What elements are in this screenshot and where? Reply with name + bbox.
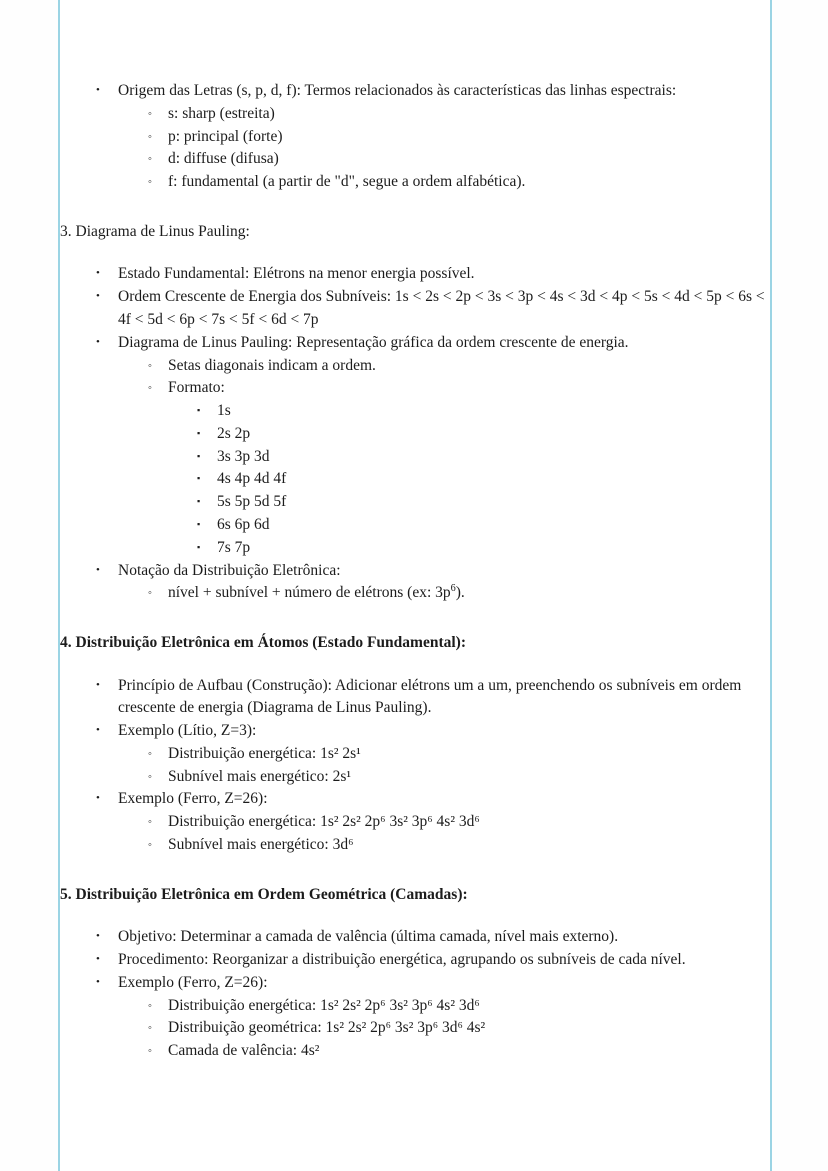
bullet-circle-icon: ◦ — [148, 1022, 152, 1035]
bullet-square-icon: ▪ — [197, 541, 201, 552]
list-origem-letras-sub — [118, 103, 770, 194]
geo-geometrica-label: Distribuição geométrica: — [168, 1019, 326, 1037]
spacer — [60, 906, 770, 926]
bullet-square-icon: ▪ — [197, 405, 201, 416]
origem-item-label: f: fundamental (a partir de "d", segue a ordem alfabética). — [168, 173, 526, 191]
formato-row: 1s — [217, 402, 231, 420]
formato-row: 2s 2p — [217, 424, 251, 442]
geo-energetica-label: Distribuição energética: — [168, 996, 321, 1014]
bullet-circle-icon: ◦ — [148, 130, 152, 143]
exemplo-ferro-label: Exemplo (Ferro, Z=26): — [118, 790, 268, 808]
bullet-square-icon: ▪ — [197, 450, 201, 461]
list-item — [197, 537, 770, 560]
list-item — [96, 788, 770, 856]
list-item — [96, 263, 770, 286]
list-item — [148, 355, 770, 378]
notacao-formula-pre: nível + subnível + número de elétrons (ex: 3p — [168, 584, 451, 602]
list-item — [148, 1017, 770, 1040]
setas-diagonais-text: Setas diagonais indicam a ordem. — [168, 356, 376, 374]
geo-camada-label: Camada de valência: — [168, 1042, 301, 1060]
bullet-disc-icon: • — [96, 792, 100, 805]
geo-geometrica-value: 1s² 2s² 2p⁶ 3s² 3p⁶ 3d⁶ 4s² — [325, 1019, 486, 1037]
list-item — [148, 995, 770, 1018]
bullet-disc-icon: • — [96, 975, 100, 988]
bullet-square-icon: ▪ — [197, 427, 201, 438]
objetivo-text: Objetivo: Determinar a camada de valência (última camada, nível mais externo). — [118, 928, 619, 946]
bullet-circle-icon: ◦ — [148, 999, 152, 1012]
list-item — [96, 926, 770, 949]
list-item — [148, 1040, 770, 1063]
section-heading-4: 4. Distribuição Eletrônica em Átomos (Estado Fundamental): — [60, 634, 466, 652]
list-item — [197, 491, 770, 514]
list-item — [148, 126, 770, 149]
list-item — [197, 446, 770, 469]
diagrama-pauling-text: Diagrama de Linus Pauling: Representação gráfica da ordem crescente de energia. — [118, 333, 629, 351]
spacer — [60, 655, 770, 675]
list-item — [197, 468, 770, 491]
list-item — [148, 834, 770, 857]
litio-energetica-label: Distribuição energética: — [168, 744, 321, 762]
list-item — [148, 811, 770, 834]
spacer — [60, 857, 770, 884]
list-item — [96, 949, 770, 972]
procedimento-text: Procedimento: Reorganizar a distribuição energética, agrupando os subníveis de cada nível. — [118, 951, 686, 969]
principio-aufbau-text: Princípio de Aufbau (Construção): Adicionar elétrons um a um, preenchendo os subníveis em ordem crescente de energia (Diagrama de Linus Pauling). — [118, 676, 742, 717]
list-item — [96, 286, 770, 332]
formato-label: Formato: — [168, 379, 225, 397]
bullet-circle-icon: ◦ — [148, 587, 152, 600]
bullet-disc-icon: • — [96, 678, 100, 691]
list-item — [148, 766, 770, 789]
bullet-circle-icon: ◦ — [148, 107, 152, 120]
list-item — [197, 514, 770, 537]
list-item — [96, 972, 770, 1063]
list-formato-rows — [168, 400, 770, 559]
list-item — [197, 400, 770, 423]
notacao-formula-post: ). — [455, 584, 465, 602]
bullet-square-icon: ▪ — [197, 473, 201, 484]
ordem-crescente-energia-text: Ordem Crescente de Energia dos Subníveis: 1s < 2s < 2p < 3s < 3p < 4s < 3d < 4p < 5s < 4d < 5p < 6s < 4f < 5d < 6p < 7s < 5f < 6d < 7p — [118, 288, 765, 328]
bullet-circle-icon: ◦ — [148, 359, 152, 372]
spacer — [60, 605, 770, 632]
ferro-energetica-label: Distribuição energética: — [168, 813, 321, 831]
bullet-disc-icon: • — [96, 335, 100, 348]
bullet-disc-icon: • — [96, 930, 100, 943]
spacer — [60, 243, 770, 263]
list-item — [148, 582, 770, 605]
bullet-disc-icon: • — [96, 84, 100, 96]
list-notacao-sub — [118, 582, 770, 605]
bullet-circle-icon: ◦ — [148, 839, 152, 852]
list-exemplo-litio — [118, 743, 770, 789]
bullet-square-icon: ▪ — [197, 518, 201, 529]
list-item — [148, 171, 770, 194]
list-item — [96, 560, 770, 606]
bullet-disc-icon: • — [96, 953, 100, 966]
ferro-subnivel-value: 3d⁶ — [332, 836, 354, 854]
list-exemplo-ferro-geo — [118, 995, 770, 1063]
exemplo-litio-label: Exemplo (Lítio, Z=3): — [118, 722, 257, 740]
top-spacer — [60, 0, 770, 80]
bullet-disc-icon: • — [96, 290, 100, 303]
list-item — [148, 377, 770, 559]
bullet-circle-icon: ◦ — [148, 770, 152, 783]
bullet-circle-icon: ◦ — [148, 382, 152, 395]
bullet-circle-icon: ◦ — [148, 153, 152, 166]
spacer — [60, 194, 770, 221]
list-item — [148, 743, 770, 766]
list-section-4 — [60, 675, 770, 857]
formato-row: 5s 5p 5d 5f — [217, 493, 287, 511]
list-item — [96, 80, 770, 194]
list-item — [148, 148, 770, 171]
list-diagrama-sub — [118, 355, 770, 560]
bullet-circle-icon: ◦ — [148, 747, 152, 760]
list-item — [197, 423, 770, 446]
formato-row: 3s 3p 3d — [217, 447, 270, 465]
estado-fundamental-text: Estado Fundamental: Elétrons na menor energia possível. — [118, 265, 475, 283]
list-origem-letras — [60, 80, 770, 194]
list-item — [148, 103, 770, 126]
list-section-5 — [60, 926, 770, 1063]
list-exemplo-ferro — [118, 811, 770, 857]
geo-camada-value: 4s² — [300, 1042, 320, 1060]
formato-row: 4s 4p 4d 4f — [217, 470, 287, 488]
ferro-subnivel-label: Subnível mais energético: — [168, 836, 333, 854]
bullet-circle-icon: ◦ — [148, 176, 152, 189]
origem-item-label: s: sharp (estreita) — [168, 104, 275, 122]
list-item — [96, 332, 770, 560]
right-margin-rule — [770, 0, 772, 1171]
document-body — [60, 0, 770, 1171]
list-item — [96, 675, 770, 721]
formato-row: 7s 7p — [217, 538, 251, 556]
litio-energetica-value: 1s² 2s¹ — [320, 744, 361, 762]
geo-energetica-value: 1s² 2s² 2p⁶ 3s² 3p⁶ 4s² 3d⁶ — [320, 996, 480, 1014]
bullet-square-icon: ▪ — [197, 496, 201, 507]
origem-lead-text: Origem das Letras (s, p, d, f): Termos relacionados às características das linhas espectrais: — [118, 82, 677, 99]
list-item — [96, 720, 770, 788]
section-heading-3: 3. Diagrama de Linus Pauling: — [60, 222, 250, 240]
notacao-formula-superscript: 6 — [450, 583, 456, 595]
litio-subnivel-label: Subnível mais energético: — [168, 767, 333, 785]
list-section-3 — [60, 263, 770, 605]
origem-item-label: p: principal (forte) — [168, 127, 283, 145]
exemplo-ferro-geo-label: Exemplo (Ferro, Z=26): — [118, 973, 268, 991]
formato-row: 6s 6p 6d — [217, 515, 270, 533]
bullet-circle-icon: ◦ — [148, 816, 152, 829]
ferro-energetica-value: 1s² 2s² 2p⁶ 3s² 3p⁶ 4s² 3d⁶ — [320, 813, 480, 831]
bullet-disc-icon: • — [96, 724, 100, 737]
litio-subnivel-value: 2s¹ — [332, 767, 352, 785]
bullet-disc-icon: • — [96, 563, 100, 576]
origem-item-label: d: diffuse (difusa) — [168, 150, 279, 168]
notacao-distribuicao-text: Notação da Distribuição Eletrônica: — [118, 561, 341, 579]
bullet-circle-icon: ◦ — [148, 1045, 152, 1058]
section-heading-5: 5. Distribuição Eletrônica em Ordem Geométrica (Camadas): — [60, 885, 468, 903]
bullet-disc-icon: • — [96, 267, 100, 280]
